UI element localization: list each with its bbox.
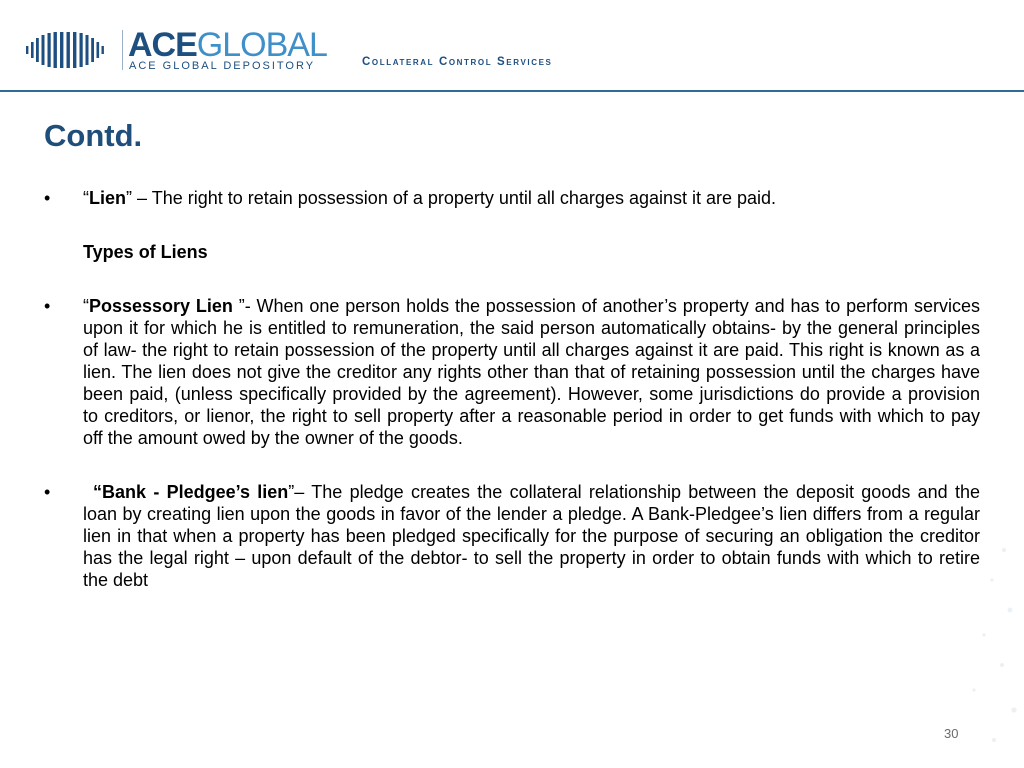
logo-wordmark: [128, 28, 327, 62]
bullet-dot: •: [44, 188, 51, 208]
possessory-lien-term: Possessory Lien: [89, 296, 239, 316]
logo-ace-text: ACE: [128, 26, 197, 64]
header-tagline: Collateral Control Services: [362, 56, 553, 68]
bullet-lien: [44, 187, 980, 209]
bullet-dot: •: [44, 482, 51, 502]
logo-subtitle: ACE GLOBAL DEPOSITORY: [129, 60, 316, 72]
page-number: 30: [944, 726, 959, 741]
types-of-liens-heading: Types of Liens: [83, 242, 208, 262]
bullet-possessory-lien: [44, 295, 980, 449]
logo-divider: [122, 30, 123, 70]
lien-term: Lien: [89, 188, 127, 208]
possessory-lien-definition: ”- When one person holds the possession of another’s property and has to perform services upon it for which he is entitled to remuneration, the said person automatically obtains- by the general principles of law- the right to retain possession of the property until all charges against it are paid. This right is known as a lien. The lien does not give the creditor any rights other than that of retaining possession until the charges have been paid, (unless specifically provided by the agreement). However, some jurisdictions do provide a provision to creditors, or lienor, the right to sell property after a reasonable period in order to get funds with which to pay off the amount owed by the owner of the goods.: [83, 296, 980, 448]
slide-content: [44, 187, 980, 591]
bullet-bank-pledgee-lien: [44, 481, 980, 591]
header: [0, 0, 1024, 92]
possessory-open-quote: “: [83, 296, 89, 316]
globe-bars-icon: [26, 32, 114, 68]
lien-definition: ” – The right to retain possession of a property until all charges against it are paid.: [126, 188, 777, 208]
bullet-dot: •: [44, 296, 51, 316]
bank-pledgee-lien-definition: ”– The pledge creates the collateral relationship between the deposit goods and the loan by creating lien upon the goods in favor of the lender a pledge. A Bank-Pledgee’s lien differs from a regular lien in that when a property has been pledged specifically for the purpose of securing an obligation the creditor has the legal right – upon default of the debtor- to sell the property in order to obtain funds with which to retire the debt: [83, 482, 980, 590]
lien-open-quote: “: [83, 188, 89, 208]
logo-global-text: GLOBAL: [196, 26, 327, 64]
bank-pledgee-lien-term: “Bank - Pledgee’s lien: [93, 482, 289, 502]
header-divider: [0, 90, 1024, 92]
slide-title: Contd.: [44, 118, 143, 153]
